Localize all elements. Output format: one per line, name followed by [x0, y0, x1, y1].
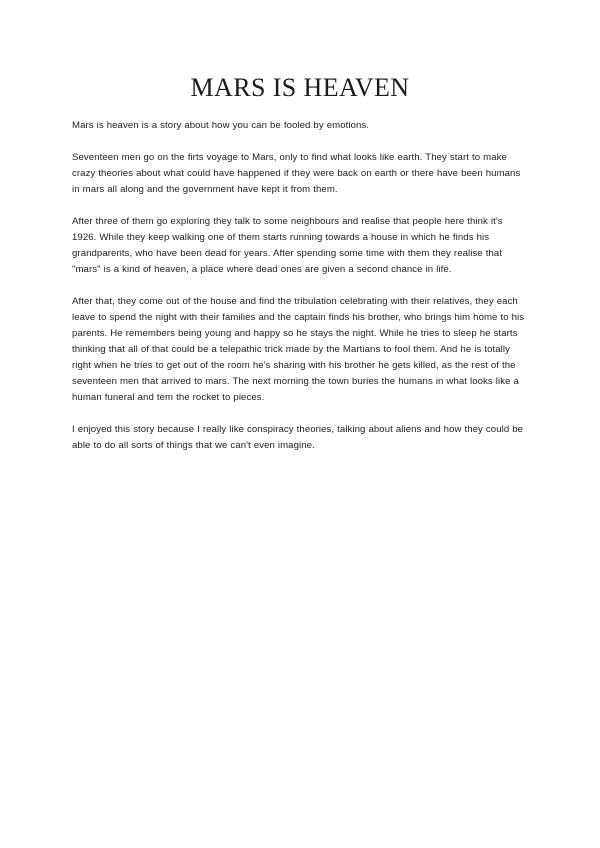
- paragraph-opinion: I enjoyed this story because I really like conspiracy theories, talking about aliens and how they could be able to do all sorts of things that we can't even imagine.: [72, 424, 524, 451]
- page-title: MARS IS HEAVEN: [190, 73, 410, 102]
- paragraph-summary-line: Mars is heaven is a story about how you can be fooled by emotions.: [72, 120, 370, 131]
- document-body: [72, 118, 530, 454]
- paragraph-plot-voyage: Seventeen men go on the firts voyage to Mars, only to find what looks like earth. They start to make crazy theories about what could have happened if they were back on earth or there have been humans in mars all along and the government have kept it from them.: [72, 152, 521, 195]
- paragraph-plot-exploring: After three of them go exploring they talk to some neighbours and realise that people here think it's 1926. While they keep walking one of them starts running towards a house in which he finds his grandparents, who have been dead for years. After spending some time with them they realise that "mars" is a kind of heaven, a place where dead ones are given a second chance in life.: [72, 216, 503, 275]
- paragraph-plot-twist: After that, they come out of the house and find the tribulation celebrating with their relatives, they each leave to spend the night with their families and the captain finds his brother, who brings him home to his parents. He remembers being young and happy so he stays the night. While he tries to sleep he starts thinking that all of that could be a telepathic trick made by the Martians to fool them. And he is totally right when he tries to get out of the room he's sharing with his brother he gets killed, as the rest of the seventeen men that arrived to mars. The next morning the town buries the humans in what looks like a human funeral and tem the rocket to pieces.: [72, 296, 525, 403]
